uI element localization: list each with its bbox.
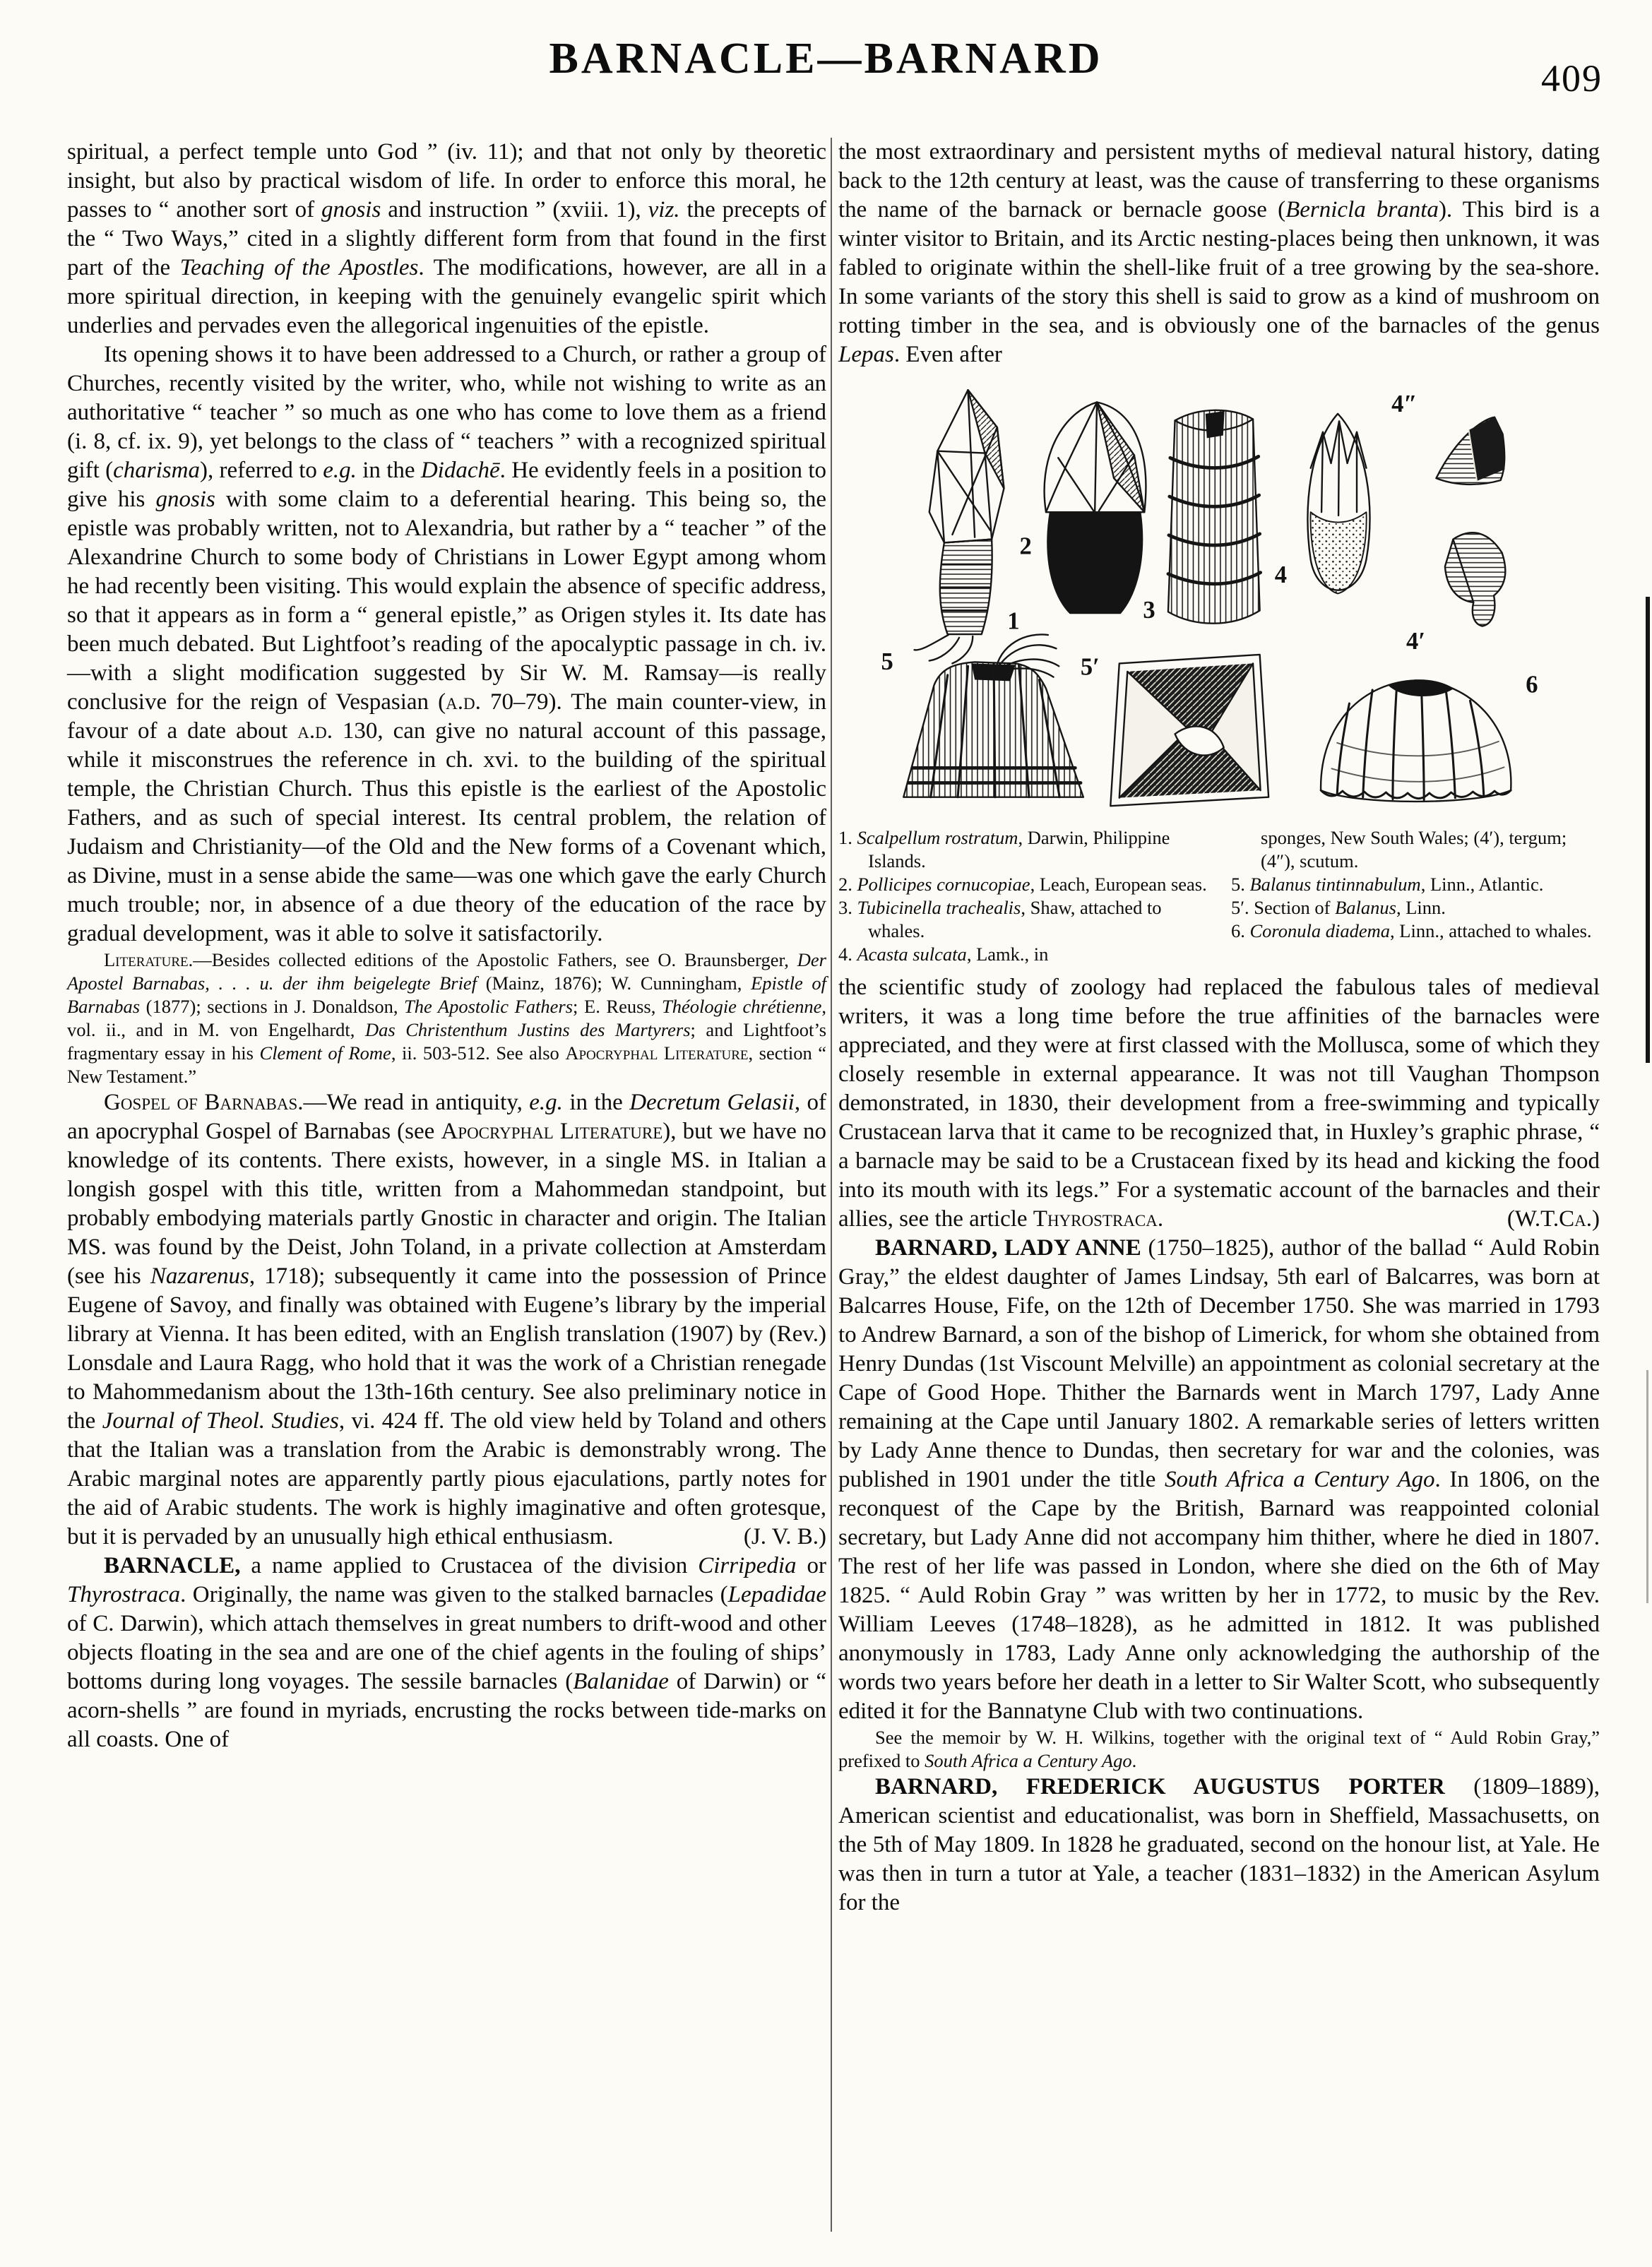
text-segment: 2. <box>838 873 857 895</box>
text-segment: with some claim to a deferential hearing. This being so, the epistle was probably written, not to Alexandria, but rather by a “ teacher ” of the Alexandrine Church to some body of Christians in Lower Egypt among whom he had recently been visiting. This would explain the absence of specific address, so that it appears as in form a “ general epistle,” as Origen styles it. Its date has been much debated. But Lightfoot’s reading of the apocalyptic passage in ch. iv.—with a slight modification suggested by Sir W. M. Ramsay—is really conclusive for the reign of Vespasian ( <box>67 487 826 715</box>
text-segment: 6. <box>1231 920 1250 941</box>
text-segment: a.d. <box>446 689 481 715</box>
figure-label-4: 4 <box>1274 561 1288 589</box>
text-segment: Nazarenus <box>150 1263 249 1289</box>
text-segment: (1750–1825), author of the ballad “ Auld Robin Gray,” the eldest daughter of James Lindsay, 5th earl of Balcarres, was born at Balcarres House, Fife, on the 12th of December 1750. She was married in 1793 to Andrew Barnard, a son of the bishop of Limerick, for whom she obtained from Henry Dundas (1st Viscount Melville) an appointment as colonial secretary at the Cape of Good Hope. Thither the Barnards went in March 1797, Lady Anne remaining at the Cape until January 1802. A remarkable series of letters written by Lady Anne thence to Dundas, then secretary for war and the colonies, was published in 1901 under the title <box>838 1234 1600 1492</box>
text-segment: Pollicipes cornucopiae <box>857 873 1030 895</box>
text-segment: e.g. <box>323 458 357 483</box>
text-segment: , Lamk., in <box>966 943 1049 965</box>
text-segment: . He evidently feels in a position to give his <box>67 458 827 512</box>
column-left <box>67 138 826 1754</box>
text-segment: Théologie chrétienne <box>661 996 822 1017</box>
text-segment: Didachē <box>420 458 500 483</box>
text-segment: , Leach, European seas. <box>1030 873 1207 895</box>
text-segment: sponges, New South Wales; (4′), tergum; (4″), scutum. <box>1261 826 1567 871</box>
figure-label-5: 5 <box>881 648 893 676</box>
figure-item-5-balanus <box>903 634 1083 797</box>
paragraph-barnabas-opening <box>67 340 826 948</box>
text-segment: ; E. Reuss, <box>573 996 662 1017</box>
text-segment: spiritual, a perfect temple unto God ” (iv. 11); and that not only by theoretic insight, but also by practical wisdom of life. In order to enforce this moral, he passes to “ another sort of <box>67 139 826 222</box>
paragraph-barnard-lady-anne <box>838 1234 1600 1726</box>
caption-item-1 <box>838 826 1207 873</box>
text-segment: gnosis <box>155 487 215 512</box>
text-segment: See the memoir by W. H. Wilkins, together with the original text of “ Auld Robin Gray,” prefixed to <box>838 1726 1600 1771</box>
text-segment: of C. Darwin), which attach themselves in great numbers to drift-wood and other objects floating in the sea and are one of the chief agents in the fouling of ships’ bottoms during long voyages. The sessile barnacles ( <box>67 1611 826 1694</box>
text-segment: e.g. <box>529 1090 563 1115</box>
figure-item-6-coronula <box>1321 679 1511 802</box>
figure-item-3-tubicinella <box>1168 410 1261 624</box>
caption-item-3 <box>838 896 1207 943</box>
text-segment: 1. <box>838 826 857 848</box>
text-segment: , section “ New Testament.” <box>67 1042 827 1087</box>
caption-item-5 <box>1231 873 1600 896</box>
text-segment: the most extraordinary and persistent myths of medieval natural history, dating back to the 12th century at least, was the cause of transferring to these organisms the name of the barnack or bernacle goose ( <box>838 139 1600 222</box>
caption-item-2 <box>838 873 1207 896</box>
text-segment: . Originally, the name was given to the stalked barnacles ( <box>180 1582 728 1607</box>
text-segment: charisma <box>113 458 200 483</box>
figure-item-5p-section <box>1110 655 1268 806</box>
text-segment: —Besides collected editions of the Apostolic Fathers, see O. Braunsberger, <box>193 949 797 970</box>
paragraph-gospel-of-barnabas <box>67 1088 826 1552</box>
text-segment: in the <box>562 1090 630 1115</box>
scan-artifact-faint <box>1646 1370 1648 1603</box>
text-segment: Gospel of Barnabas. <box>104 1090 304 1115</box>
text-segment: South Africa a Century Ago <box>1164 1466 1435 1492</box>
text-segment: or <box>796 1553 826 1578</box>
text-segment: . <box>1157 1206 1164 1232</box>
text-segment: Balanus <box>1335 896 1396 918</box>
figure-label-4pp: 4″ <box>1391 390 1418 417</box>
caption-column-1 <box>838 826 1207 966</box>
paragraph-barnacle-science <box>838 973 1600 1234</box>
figure-item-4p-tergum <box>1445 532 1505 626</box>
text-segment: 4. <box>838 943 857 965</box>
text-segment: Coronula diadema <box>1249 920 1391 941</box>
text-segment: , vol. ii., and in M. von Engelhardt, <box>67 996 826 1040</box>
text-segment: of Darwin) or “ acorn-shells ” are found in myriads, encrusting the rocks between tide-marks on all coasts. One of <box>67 1669 826 1752</box>
text-segment: Apocryphal Literature <box>565 1042 749 1064</box>
text-segment: Bernicla branta <box>1285 197 1439 222</box>
right-column-bottom <box>838 973 1600 1917</box>
text-segment: , Darwin, Philippine Islands. <box>868 826 1170 871</box>
text-segment: , Linn., attached to whales. <box>1390 920 1592 941</box>
text-segment: . The modifications, however, are all in a more spiritual direction, in keeping with the genuinely evangelic spirit which underlies and pervades even the allegorical ingenuities of the epistle. <box>67 255 827 338</box>
text-segment: (Mainz, 1876); W. Cunningham, <box>477 972 751 994</box>
barnacle-engraving <box>873 376 1565 818</box>
text-segment: a.d. <box>297 718 333 744</box>
text-segment: ; and Lightfoot’s fragmentary essay in his <box>67 1019 827 1064</box>
page-header <box>0 0 1652 134</box>
text-segment: . In 1806, on the reconquest of the Cape by the British, Barnard was reappointed colonial secretary, but Lady Anne did not accompany him thither, where he died in 1807. The rest of her life was passed in London, where she died on the 6th of May 1825. “ Auld Robin Gray ” was written by her in 1772, to music by the Rev. William Leeves (1748–1828), as he admitted in 1812. It was published anonymously in 1783, Lady Anne only acknowledging the authorship of the words two years before her death in a letter to Sir Walter Scott, who subsequently edited it for the Bannatyne Club with two continuations. <box>838 1466 1600 1724</box>
text-segment: BARNARD, LADY ANNE <box>875 1234 1141 1261</box>
text-segment: South Africa a Century Ago <box>925 1749 1132 1771</box>
text-segment: —We read in antiquity, <box>303 1090 530 1115</box>
text-segment: ), but we have no knowledge of its contents. There exists, however, in a single MS. in Italian a longish gospel with this title, written from a Mahommedan standpoint, but probably embodying materials partly Gnostic in character and origin. The Italian MS. was found by the Deist, John Toland, in a private collection at Amsterdam (see his <box>67 1119 827 1289</box>
column-right <box>838 138 1600 1917</box>
paragraph-literature <box>67 948 826 1088</box>
text-segment: Balanidae <box>573 1669 669 1694</box>
caption-item-6 <box>1231 920 1600 943</box>
text-segment: Acasta sulcata <box>857 943 967 965</box>
figure-item-1-scalpellum <box>915 390 1004 663</box>
text-segment: Teaching of the Apostles <box>179 255 419 280</box>
text-segment: Decretum Gelasii <box>629 1090 795 1115</box>
text-segment: , of an apocryphal Gospel of Barnabas (see <box>67 1090 827 1144</box>
figure-label-3: 3 <box>1143 597 1155 624</box>
text-segment: Balanus tintinnabulum <box>1249 873 1421 895</box>
text-segment: the scientific study of zoology had replaced the fabulous tales of medieval writers, it was a long time before the true affinities of the barnacles were appreciated, and they were at first classed with the Mollusca, some of which they closely resemble in external appearance. It was not till Vaughan Thompson demonstrated, in 1830, their development from a free-swimming and typically Crustacean larva that it came to be recognized that, in Huxley’s graphic phrase, “ a barnacle may be said to be a Crustacean fixed by its head and kicking the food into its mouth with its legs.” For a systematic account of the barnacles and their allies, see the article <box>838 974 1600 1232</box>
text-segment: in the <box>356 458 421 483</box>
figure-item-4-acasta <box>1307 414 1369 594</box>
figure-label-4p: 4′ <box>1406 628 1426 655</box>
text-segment: Its opening shows it to have been addressed to a Church, or rather a group of Churches, recently visited by the writer, who, while not wishing to write as an authoritative “ teacher ” so much as one who has come to love them as a friend (i. 8, cf. ix. 9), yet belongs to the class of “ teachers ” with a recognized spiritual gift ( <box>67 342 826 483</box>
caption-item-5-prime <box>1231 896 1600 920</box>
text-segment: Thyrostraca <box>1033 1206 1158 1232</box>
figure-caption <box>838 826 1600 966</box>
text-segment: Tubicinella trachealis <box>857 896 1021 918</box>
text-segment: a name applied to Crustacea of the division <box>240 1553 699 1578</box>
figure-item-2-pollicipes <box>1045 403 1146 614</box>
text-segment: Literature. <box>104 949 194 970</box>
paragraph-barnabas-continuation <box>67 138 826 340</box>
text-segment: Epistle of Barnabas <box>67 972 827 1017</box>
text-segment: , ii. 503-512. See also <box>391 1042 566 1064</box>
text-segment: Das Christenthum Justins des Martyrers <box>364 1019 691 1040</box>
paragraph-barnard-memoir-note <box>838 1726 1600 1773</box>
text-segment: , Linn. <box>1396 896 1446 918</box>
text-segment: (1809–1889), American scientist and educationalist, was born in Sheffield, Massachusetts, on the 5th of May 1809. In 1828 he graduated, second on the honour list, at Yale. He was then in turn a tutor at Yale, a teacher (1831–1832) in the American Asylum for the <box>838 1773 1600 1915</box>
text-segment: 5. <box>1231 873 1250 895</box>
caption-column-2 <box>1231 826 1600 966</box>
text-segment: 130, can give no natural account of this passage, while it misconstrues the reference in ch. xvi. to the building of the spiritual temple, the Christian Church. Thus this epistle is the earliest of the Apostolic Fathers, and as such of special interest. Its central problem, the relation of Judaism and Christianity—of the Old and the New forms of a Covenant which, as Divine, must in a sense abide the same—was one which gave the early Church much trouble; nor, in absence of a due theory of the education of the race by gradual development, was it able to solve it satisfactorily. <box>67 718 826 946</box>
text-segment: Der Apostel Barnabas, . . . u. der ihm beigelegte Brief <box>67 949 826 994</box>
text-segment: , vi. 424 ff. The old view held by Toland and others that the Italian was a translation from the Arabic is demonstrably wrong. The Arabic marginal notes are apparently partly pious ejaculations, partly notes for the aid of Arabic students. The work is highly imaginative and often grotesque, but it is pervaded by an unusually high ethical enthusiasm. <box>67 1408 826 1549</box>
paragraph-barnacle-entry <box>67 1552 826 1754</box>
text-segment: , 1718); subsequently it came into the possession of Prince Eugene of Savoy, and finally was obtained with Eugene’s library by the imperial library at Vienna. It has been edited, with an English translation (1907) by (Rev.) Lonsdale and Laura Ragg, who hold that it was the work of a Christian renegade to Mahommedanism about the 13th-16th century. See also preliminary notice in the <box>67 1263 826 1434</box>
text-segment: , Shaw, attached to whales. <box>868 896 1162 941</box>
caption-item-4-continued <box>1231 826 1600 873</box>
text-segment: Thyrostraca <box>67 1582 181 1607</box>
text-segment: viz. <box>648 197 680 222</box>
text-segment: Clement of Rome <box>259 1042 391 1064</box>
text-segment: Journal of Theol. Studies <box>102 1408 339 1434</box>
caption-item-4 <box>838 943 1207 966</box>
figure-label-6: 6 <box>1526 671 1538 698</box>
text-segment: . Even after <box>893 342 1002 367</box>
text-segment: and instruction ” (xviii. 1), <box>381 197 648 222</box>
figure-label-1: 1 <box>1007 607 1020 635</box>
text-segment: Lepadidae <box>727 1582 826 1607</box>
column-rule <box>831 138 832 2232</box>
barnacle-figure <box>838 376 1600 818</box>
figure-item-4pp-scutum <box>1436 417 1504 484</box>
text-segment: BARNARD, FREDERICK AUGUSTUS PORTER <box>875 1773 1445 1799</box>
text-segment: BARNACLE, <box>104 1553 241 1578</box>
text-segment: ), referred to <box>199 458 323 483</box>
author-initials: (W.T.Ca.) <box>1507 1206 1600 1232</box>
right-column-top <box>838 138 1600 369</box>
text-segment: . <box>1131 1749 1137 1771</box>
page-number: 409 <box>1541 57 1603 100</box>
text-segment: 3. <box>838 896 857 918</box>
text-segment: Apocryphal Literature <box>441 1119 663 1144</box>
author-initials: (J. V. B.) <box>743 1524 826 1549</box>
paragraph-barnacle-myth <box>838 138 1600 369</box>
paragraph-barnard-frederick <box>838 1773 1600 1917</box>
figure-label-5p: 5′ <box>1080 653 1100 681</box>
text-segment: (1877); sections in J. Donaldson, <box>140 996 405 1017</box>
text-segment: 5′. Section of <box>1231 896 1336 918</box>
figure-label-2: 2 <box>1019 532 1032 560</box>
text-segment: ). This bird is a winter visitor to Britain, and its Arctic nesting-places being then unknown, it was fabled to originate within the shell-like fruit of a tree growing by the sea-shore. In some variants of the story this shell is said to grow as a kind of mushroom on rotting timber in the sea, and is obviously one of the barnacles of the genus <box>838 197 1600 338</box>
text-segment: Cirripedia <box>698 1553 797 1578</box>
text-segment: 70–79). The main counter-view, in favour of a date about <box>67 689 826 744</box>
text-segment: The Apostolic Fathers <box>404 996 574 1017</box>
text-segment: Lepas <box>838 342 894 367</box>
text-segment: gnosis <box>321 197 381 222</box>
page-title: BARNACLE—BARNARD <box>549 35 1103 83</box>
text-segment: Scalpellum rostratum <box>857 826 1018 848</box>
text-segment: , Linn., Atlantic. <box>1420 873 1544 895</box>
text-segment: the precepts of the “ Two Ways,” cited in a slightly different form from that found in the first part of the <box>67 197 826 280</box>
scan-artifact <box>1646 597 1650 1063</box>
